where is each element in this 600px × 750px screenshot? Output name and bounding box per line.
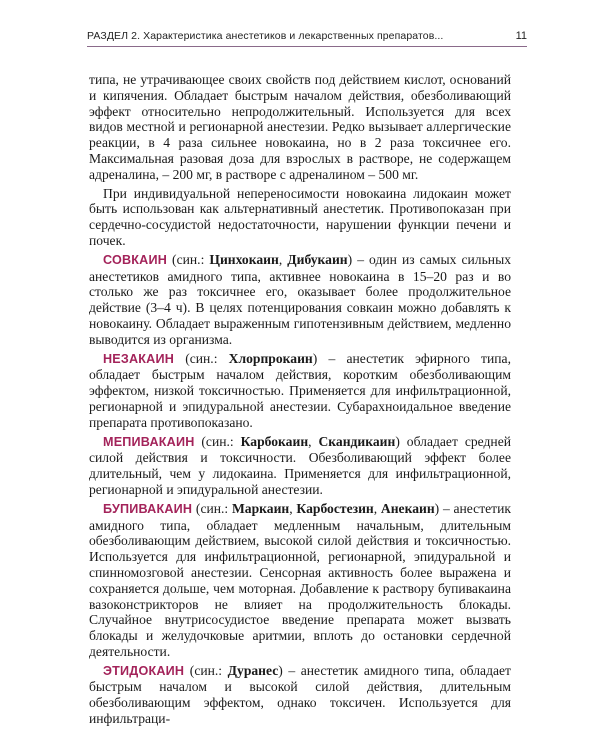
synonym-prefix: (син.: [167,251,210,267]
paragraph-bupivakain [89,501,511,660]
body-text [89,72,511,730]
drug-name-bupivakain: БУПИВАКАИН [103,501,193,516]
synonym-name: Маркаин [231,500,290,516]
synonym-name: Дибукаин [287,251,348,267]
synonym-name: Скандикаин [318,433,396,449]
paragraph-lidocaine-continued [89,72,511,183]
synonym-prefix: (син.: [192,500,232,516]
paragraph-text: ) – один из самых сильных анестетиков амидного типа, активнее новокаина в 15–20 раз и во столько же раз токсичнее его, оказывает более продолжительное действие (3–4 ч). В целях потенцирования совкаин можно добавлять к новокаину. Обладает выраженным гипотензивным действием, медленно выводится из организма. [89,251,511,347]
drug-name-etidokain: ЭТИДОКАИН [103,663,185,678]
paragraph-etidokain [89,663,511,727]
synonym-separator: , [373,500,381,516]
synonym-prefix: (син.: [194,433,241,449]
synonym-separator: , [289,500,297,516]
synonym-name: Дуранес [227,662,279,678]
synonym-name: Карбокаин [240,433,309,449]
synonym-separator: , [278,251,288,267]
running-header [87,28,527,47]
synonym-name: Хлорпрокаин [228,350,313,366]
paragraph-lidocaine-alternative [89,186,511,249]
synonym-prefix: (син.: [184,662,228,678]
synonym-name: Анекаин [380,500,435,516]
paragraph-mepivakain [89,434,511,498]
page-number: 11 [515,30,527,42]
paragraph-text: ) обладает средней силой действия и токсичности. Обезболивающий эффект более длительный, чем у лидокаина. Применяется для инфильтрационной, регионарной и эпидуральной анестезии. [89,433,511,497]
paragraph-nezakain [89,351,511,431]
synonym-name: Карбостезин [296,500,374,516]
synonym-name: Цинхокаин [209,251,279,267]
paragraph-sovkain [89,252,511,348]
paragraph-text: типа, не утрачивающее своих свойств под действием кислот, оснований и кипячения. Обладает быстрым началом действия, обезболивающий эффект относительно непродолжительный. Используется для всех видов местной и регионарной анестезии. Редко вызывает аллергические реакции, в 4 раза сильнее новокаина, но в 2 раза токсичнее его. Максимальная разовая доза для взрослых в растворе, не содержащем адреналина, – 200 мг, в растворе с адреналином – 500 мг. [89,72,511,182]
drug-name-sovkain: СОВКАИН [103,252,167,267]
paragraph-text: ) – анестетик эфирного типа, обладает быстрым началом действия, коротким обезболивающим эффектом, низкой токсичностью. Применяется для инфильтрационной, регионарной и эпидуральной анестезии. Субарахноидальное введение препарата противопоказано. [89,350,511,430]
drug-name-mepivakain: МЕПИВАКАИН [103,434,195,449]
synonym-separator: , [308,433,319,449]
section-title: РАЗДЕЛ 2. Характеристика анестетиков и лекарственных препаратов... [87,30,444,42]
paragraph-text: ) – анестетик амидного типа, обладает медленным начальным, длительным обезболивающим действием, высокой силой действия и токсичностью. Используется для инфильтрационной, регионарной, эпидуральной и спинномозговой анестезии. Сенсорная активность более выражена и сохраняется дольше, чем моторная. Добавление к раствору бупивакаина вазоконстрикторов не влияет на продолжительность блокады. Случайное внутрисосудистое введение препарата может вызвать блокады и желудочковые аритмии, вплоть до остановки сердечной деятельности. [89,500,512,659]
drug-name-nezakain: НЕЗАКАИН [103,351,175,366]
paragraph-text: При индивидуальной непереносимости новокаина лидокаин может быть использован как альтернативный анестетик. Противопоказан при сердечно-сосудистой недостаточности, нарушении функции печени и почек. [89,185,511,248]
paragraph-text: ) – анестетик амидного типа, обладает быстрым началом и высокой силой действия, длительным обезболивающим эффектом, однако токсичен. Используется для инфильтраци- [89,662,511,727]
synonym-prefix: (син.: [174,350,229,366]
